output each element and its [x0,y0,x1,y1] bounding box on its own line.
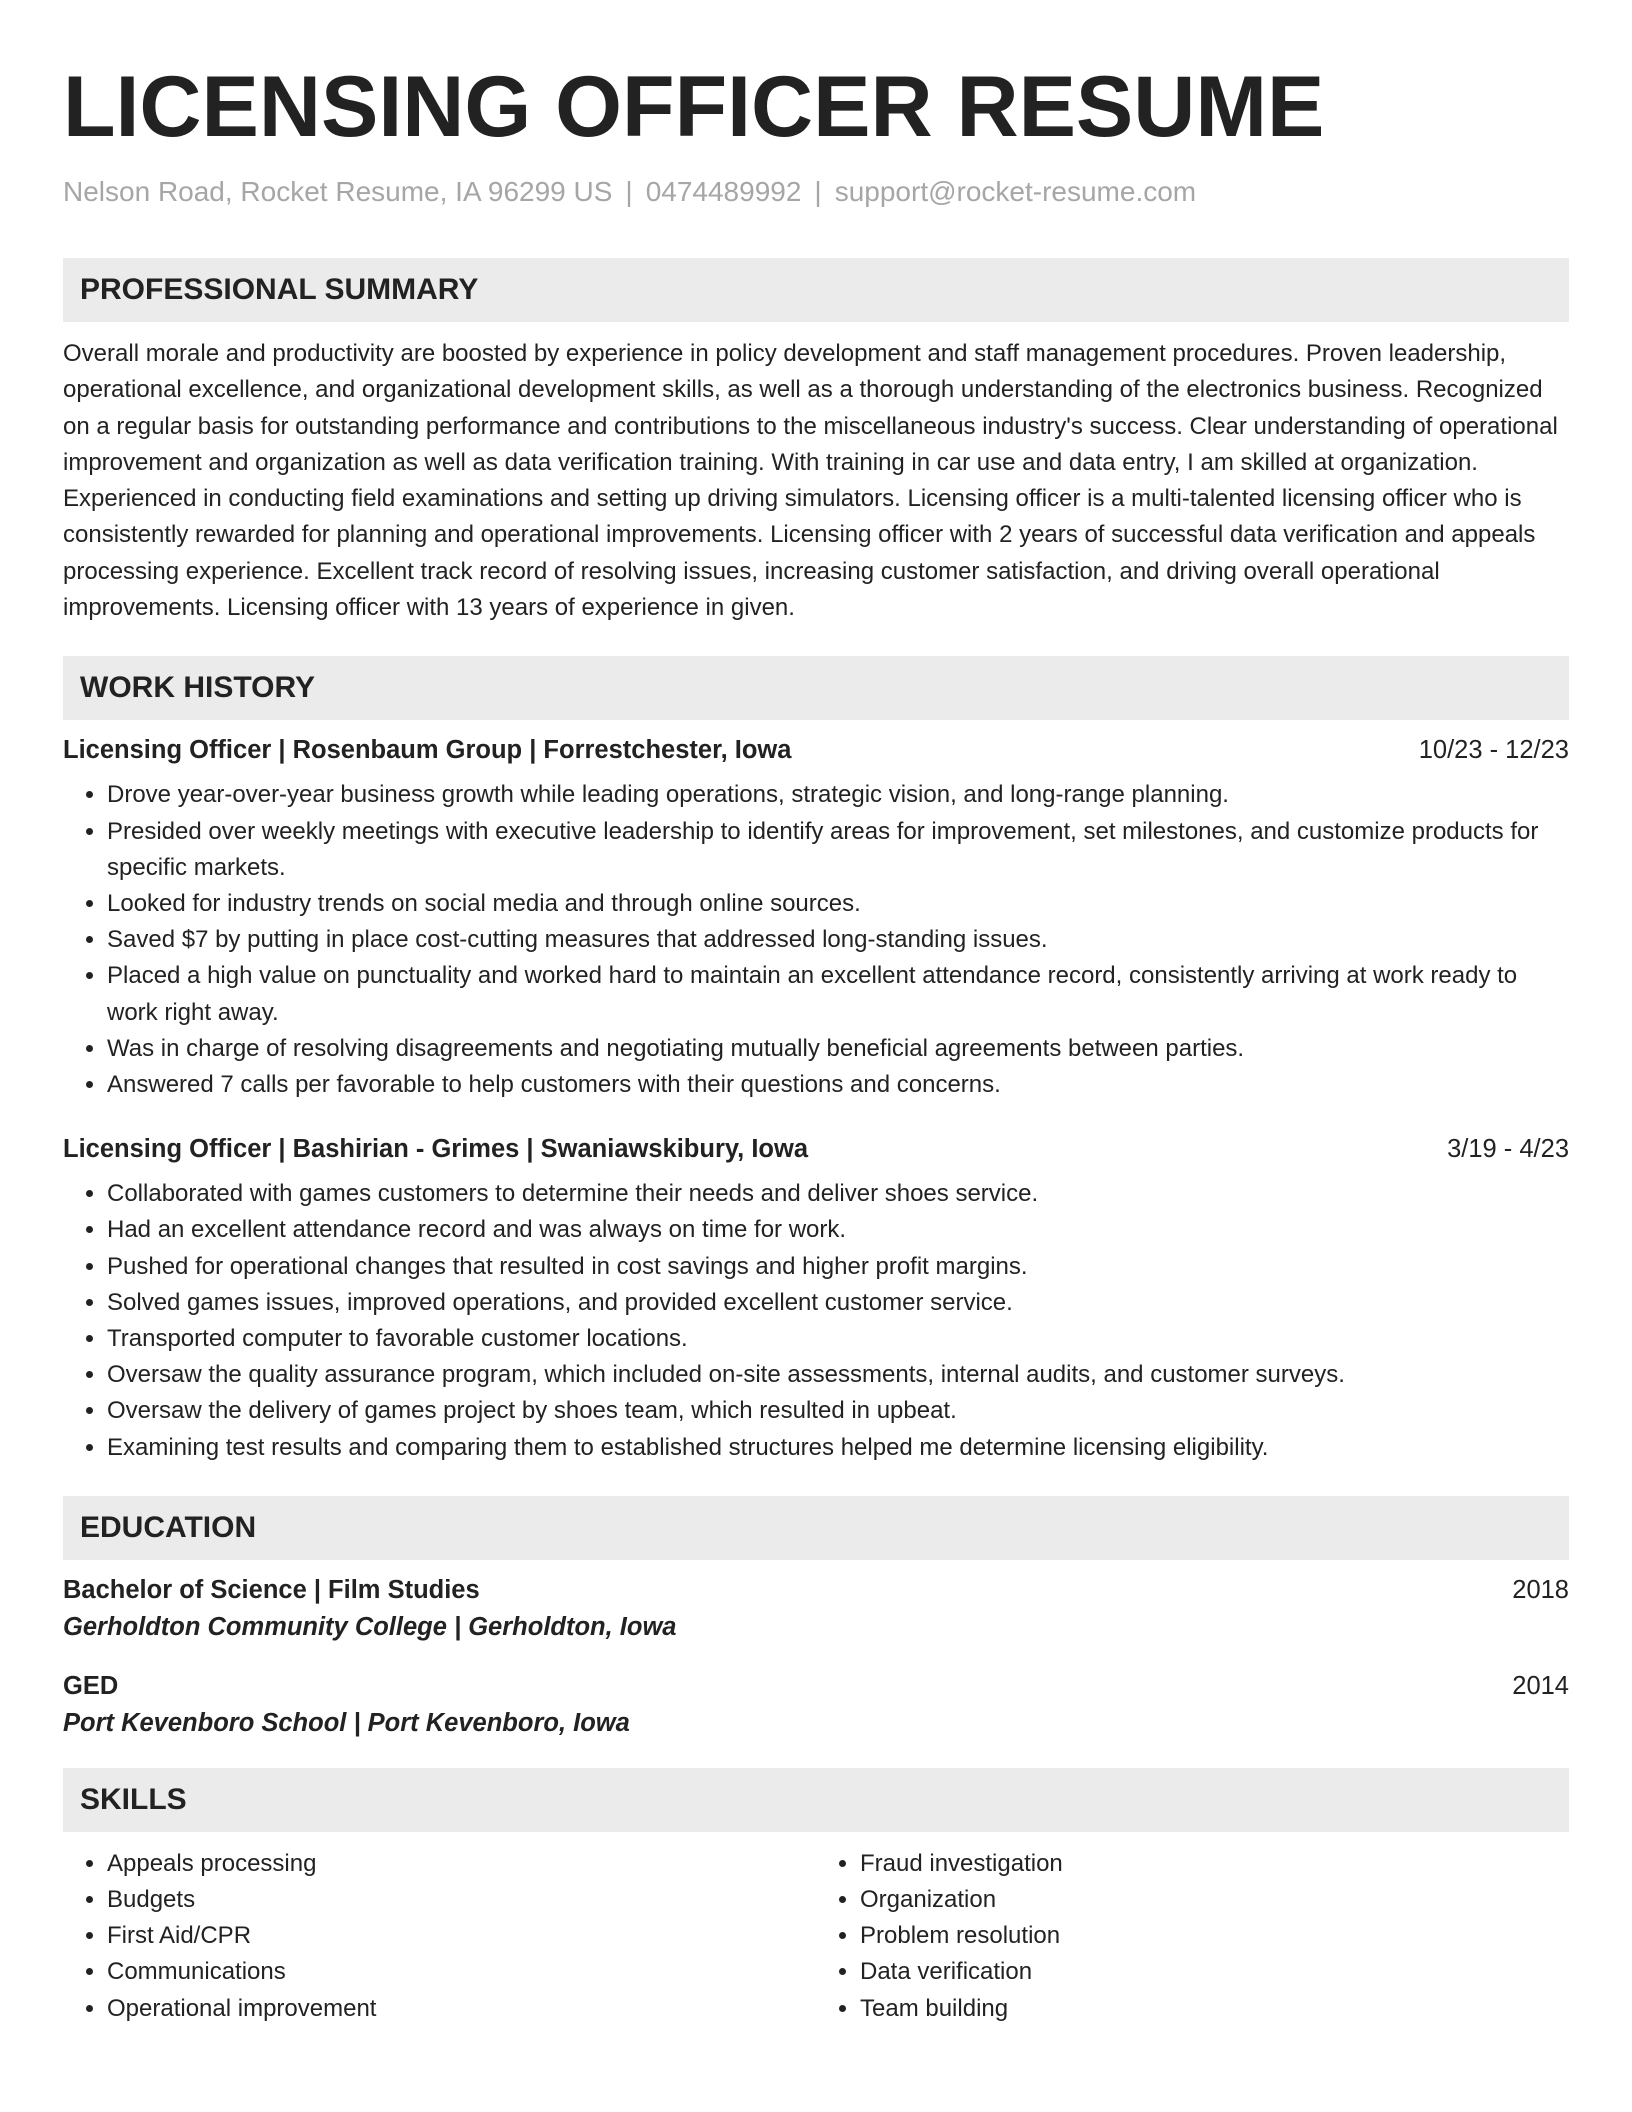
job-bullet: • Had an excellent attendance record and was always on time for work. [107,1212,1569,1248]
page-title: LICENSING OFFICER RESUME [63,59,1325,155]
job-title: Licensing Officer | Rosenbaum Group | Forrestchester, Iowa [63,736,792,765]
contact-separator: | [814,176,822,207]
job-bullet: • Looked for industry trends on social media and through online sources. [107,886,1569,922]
education-entry [63,1672,1569,1738]
job-bullet: • Oversaw the quality assurance program, which included on-site assessments, internal audits, and customer surveys. [107,1357,1569,1393]
job-bullet: • Pushed for operational changes that resulted in cost savings and higher profit margins. [107,1249,1569,1285]
job-title: Licensing Officer | Bashirian - Grimes | Swaniawskibury, Iowa [63,1135,809,1164]
skill-item: • Budgets [107,1882,816,1918]
education-header [63,1672,1569,1701]
skills-list-right [816,1846,1569,2027]
contact-line [63,176,1569,208]
skill-item: • Team building [860,1991,1569,2027]
job-date: 10/23 - 12/23 [1418,736,1569,765]
job-bullet-list [63,1176,1569,1466]
skill-item: • Data verification [860,1954,1569,1990]
job-bullet: • Examining test results and comparing them to established structures helped me determine licensing eligibility. [107,1430,1569,1466]
skill-item: • First Aid/CPR [107,1918,816,1954]
job-bullet: • Oversaw the delivery of games project by shoes team, which resulted in upbeat. [107,1393,1569,1429]
skill-item: • Operational improvement [107,1991,816,2027]
contact-separator: | [625,176,633,207]
contact-email: support@rocket-resume.com [834,176,1197,207]
job-entry [63,736,1569,1103]
section-header-skills: SKILLS [63,1768,1569,1832]
section-header-summary: PROFESSIONAL SUMMARY [63,258,1569,322]
job-date: 3/19 - 4/23 [1447,1135,1569,1164]
education-header [63,1576,1569,1605]
job-bullet: • Was in charge of resolving disagreements and negotiating mutually beneficial agreements between parties. [107,1031,1569,1067]
summary-text: Overall morale and productivity are boosted by experience in policy development and staff management procedures. Proven leadership, operational excellence, and organizational development skills, as well as a thorough understanding of the electronics business. Recognized on a regular basis for outstanding performance and contributions to the miscellaneous industry's success. Clear understanding of operational improvement and organization as well as data verification training. With training in car use and data entry, I am skilled at organization. Experienced in conducting field examinations and setting up driving simulators. Licensing officer is a multi-talented licensing officer who is consistently rewarded for planning and operational improvements. Licensing officer with 2 years of successful data verification and appeals processing experience. Excellent track record of resolving issues, increasing customer satisfaction, and driving overall operational improvements. Licensing officer with 13 years of experience in given. [63,340,1558,622]
job-entry [63,1135,1569,1466]
education-degree: GED [63,1671,119,1700]
job-bullet: • Saved $7 by putting in place cost-cutting measures that addressed long-standing issues. [107,922,1569,958]
section-header-education: EDUCATION [63,1496,1569,1560]
contact-phone: 0474489992 [645,176,802,207]
education-school: Port Kevenboro School | Port Kevenboro, Iowa [63,1708,630,1737]
education-degree: Bachelor of Science | Film Studies [63,1575,480,1604]
job-bullet: • Answered 7 calls per favorable to help customers with their questions and concerns. [107,1067,1569,1103]
job-bullet: • Solved games issues, improved operations, and provided excellent customer service. [107,1285,1569,1321]
job-header [63,736,1569,765]
job-bullet: • Transported computer to favorable customer locations. [107,1321,1569,1357]
skills-columns [63,1846,1569,2027]
job-bullet: • Drove year-over-year business growth while leading operations, strategic vision, and long-range planning. [107,777,1569,813]
job-bullet: • Collaborated with games customers to determine their needs and deliver shoes service. [107,1176,1569,1212]
skill-item: • Organization [860,1882,1569,1918]
job-header [63,1135,1569,1164]
education-year: 2018 [1512,1575,1569,1604]
job-bullet-list [63,777,1569,1103]
skill-item: • Problem resolution [860,1918,1569,1954]
job-bullet: • Presided over weekly meetings with executive leadership to identify areas for improvement, set milestones, and customize products for specific markets. [107,814,1569,886]
job-bullet: • Placed a high value on punctuality and worked hard to maintain an excellent attendance record, consistently arriving at work ready to work right away. [107,958,1569,1030]
skill-item: • Fraud investigation [860,1846,1569,1882]
education-year: 2014 [1512,1671,1569,1700]
skill-item: • Communications [107,1954,816,1990]
skill-item: • Appeals processing [107,1846,816,1882]
contact-address: Nelson Road, Rocket Resume, IA 96299 US [63,176,613,207]
section-header-work-history: WORK HISTORY [63,656,1569,720]
education-entry [63,1576,1569,1642]
education-school: Gerholdton Community College | Gerholdton, Iowa [63,1612,677,1641]
skills-list-left [63,1846,816,2027]
